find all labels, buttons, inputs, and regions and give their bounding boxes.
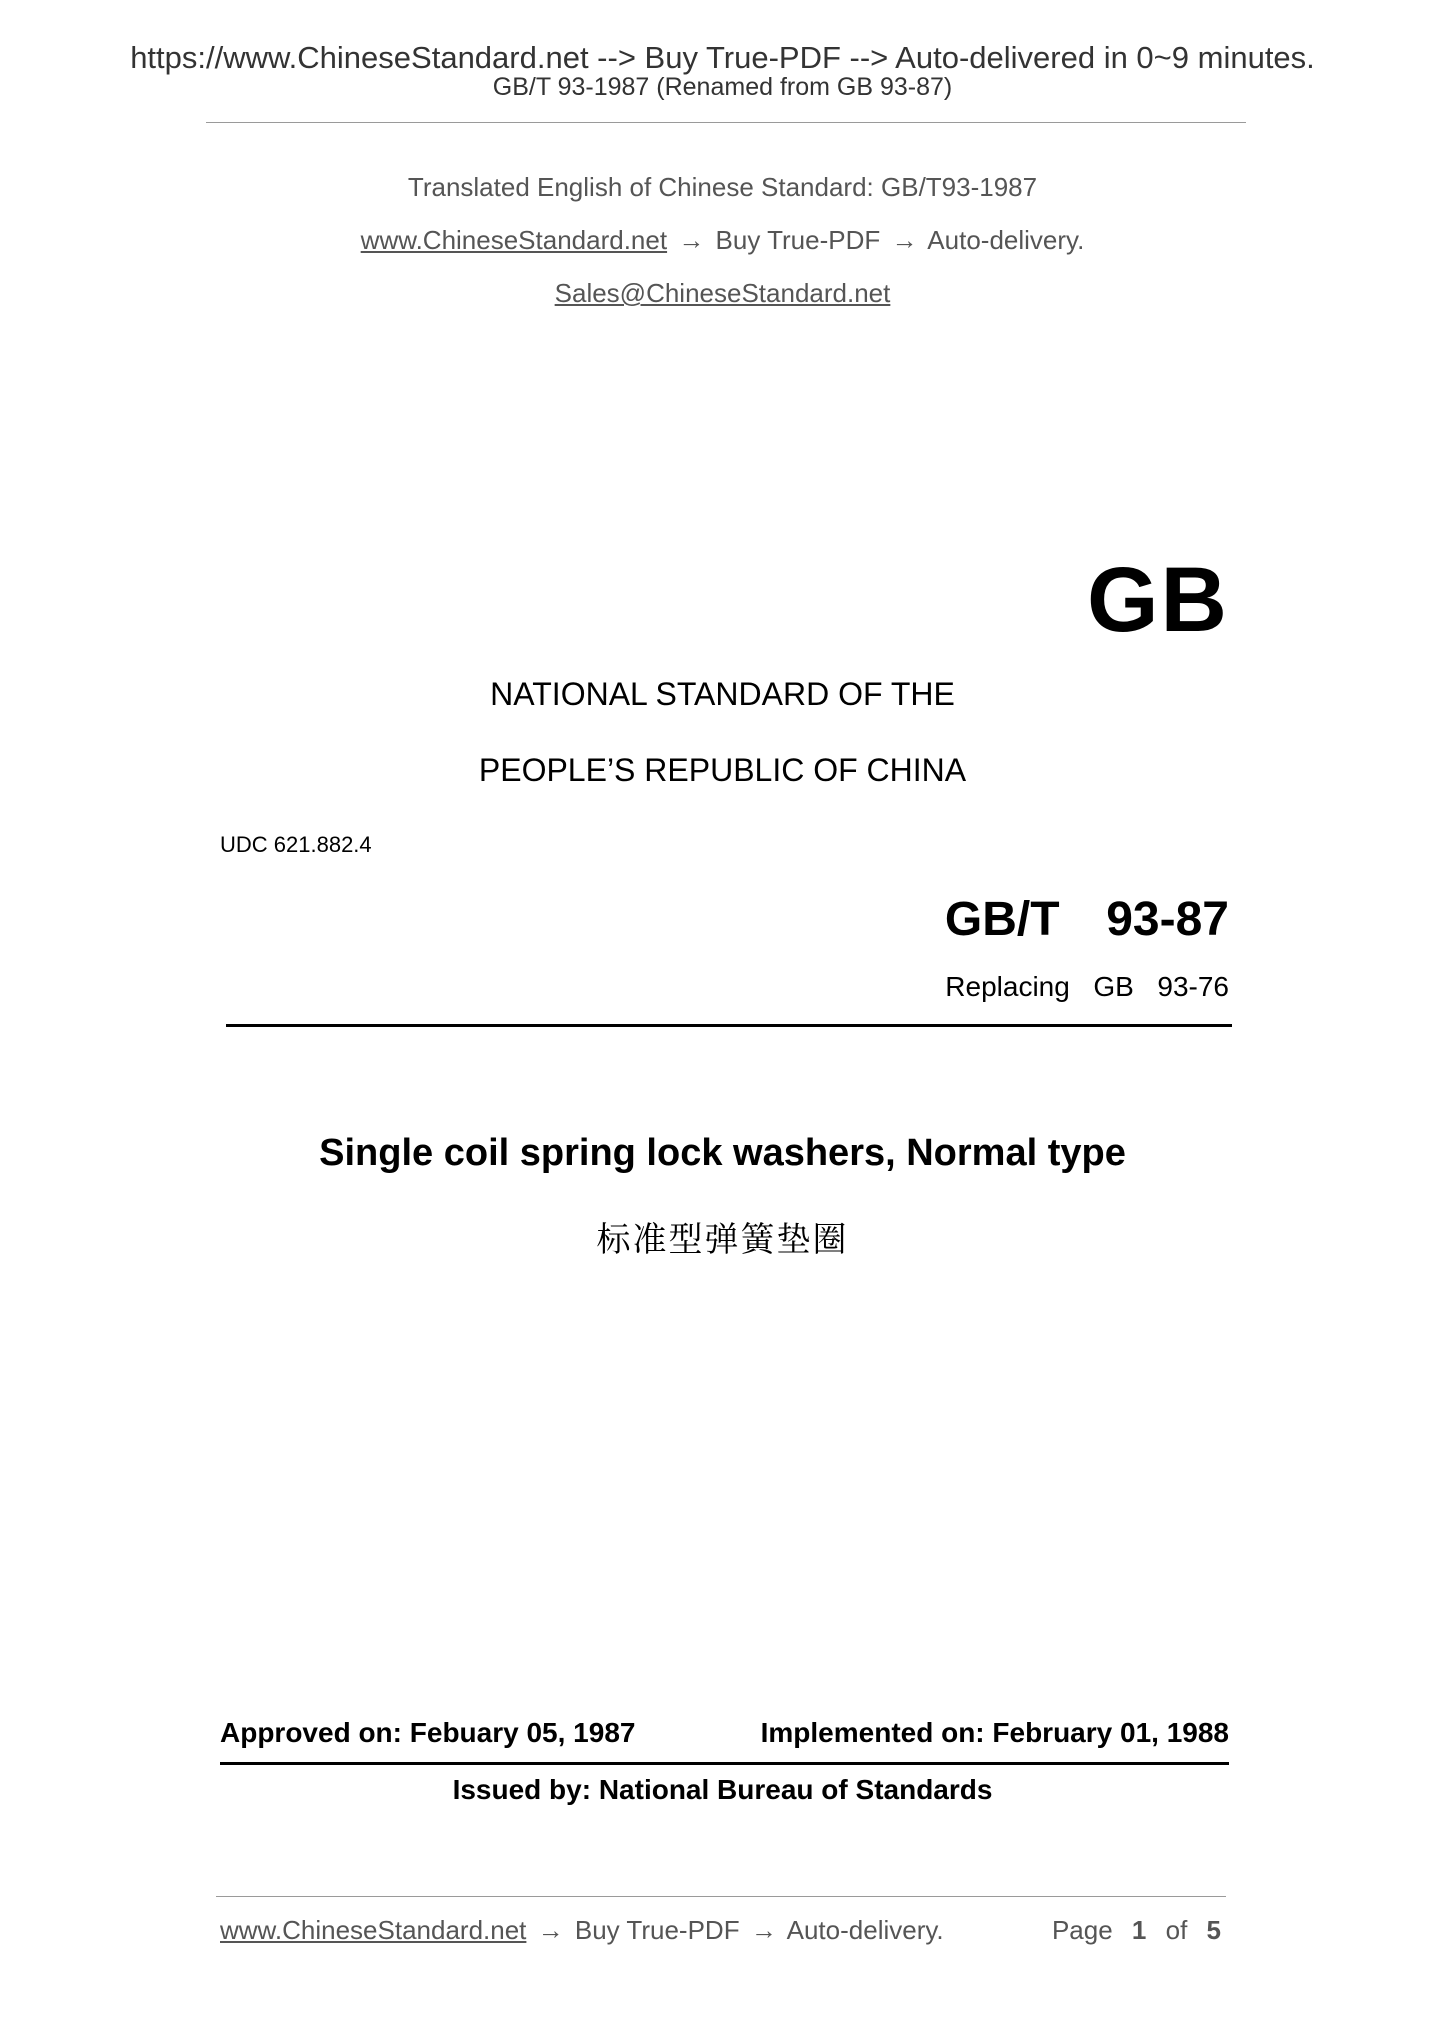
page-indicator (1052, 1915, 1221, 1946)
title-divider (226, 1024, 1232, 1027)
footer-auto-delivery-text: Auto-delivery. (786, 1915, 944, 1945)
footer-site-link[interactable]: www.ChineseStandard.net (220, 1915, 527, 1945)
standard-number: GB/T 93-87 (944, 893, 1229, 946)
udc-code: UDC 621.882.4 (220, 832, 372, 857)
purchase-line (0, 225, 1445, 256)
header-url-line: https://www.ChineseStandard.net --> Buy True-PDF --> Auto-delivered in 0~9 minutes. (130, 40, 1315, 75)
header-standard-line: GB/T 93-1987 (Renamed from GB 93-87) (492, 73, 953, 101)
arrow-right-icon: → (891, 225, 918, 255)
national-standard-line1: NATIONAL STANDARD OF THE (490, 676, 955, 712)
arrow-right-icon: → (678, 225, 705, 255)
email-line (0, 278, 1445, 309)
page-total: 5 (1206, 1915, 1221, 1945)
arrow-right-icon: → (537, 1915, 564, 1945)
national-standard-line2: PEOPLE’S REPUBLIC OF CHINA (478, 752, 967, 788)
footer-buy-text: Buy True-PDF (574, 1915, 740, 1945)
of-label: of (1165, 1915, 1188, 1945)
site-link[interactable]: www.ChineseStandard.net (360, 225, 668, 255)
gb-logo: GB (1087, 549, 1229, 651)
dates-divider (220, 1762, 1229, 1765)
document-title: Single coil spring lock washers, Normal type (319, 1132, 1126, 1174)
buy-text: Buy True-PDF (715, 225, 881, 255)
page-label: Page (1051, 1915, 1113, 1945)
implemented-date: Implemented on: February 01, 1988 (760, 1717, 1229, 1748)
page-number: 1 (1131, 1915, 1147, 1945)
arrow-right-icon: → (750, 1915, 777, 1945)
replacing-note: Replacing GB 93-76 (945, 971, 1229, 1002)
issuer: Issued by: National Bureau of Standards (452, 1774, 993, 1805)
document-title-chinese: 标准型弹簧垫圈 (596, 1220, 849, 1260)
auto-delivery-text: Auto-delivery. (927, 225, 1085, 255)
footer-divider (216, 1896, 1226, 1897)
sales-email-link[interactable]: Sales@ChineseStandard.net (554, 278, 891, 308)
footer-purchase-line (220, 1915, 944, 1946)
translated-notice: Translated English of Chinese Standard: GB/T93-1987 (407, 172, 1038, 202)
header-divider (206, 122, 1246, 123)
approved-date: Approved on: Febuary 05, 1987 (220, 1717, 636, 1748)
